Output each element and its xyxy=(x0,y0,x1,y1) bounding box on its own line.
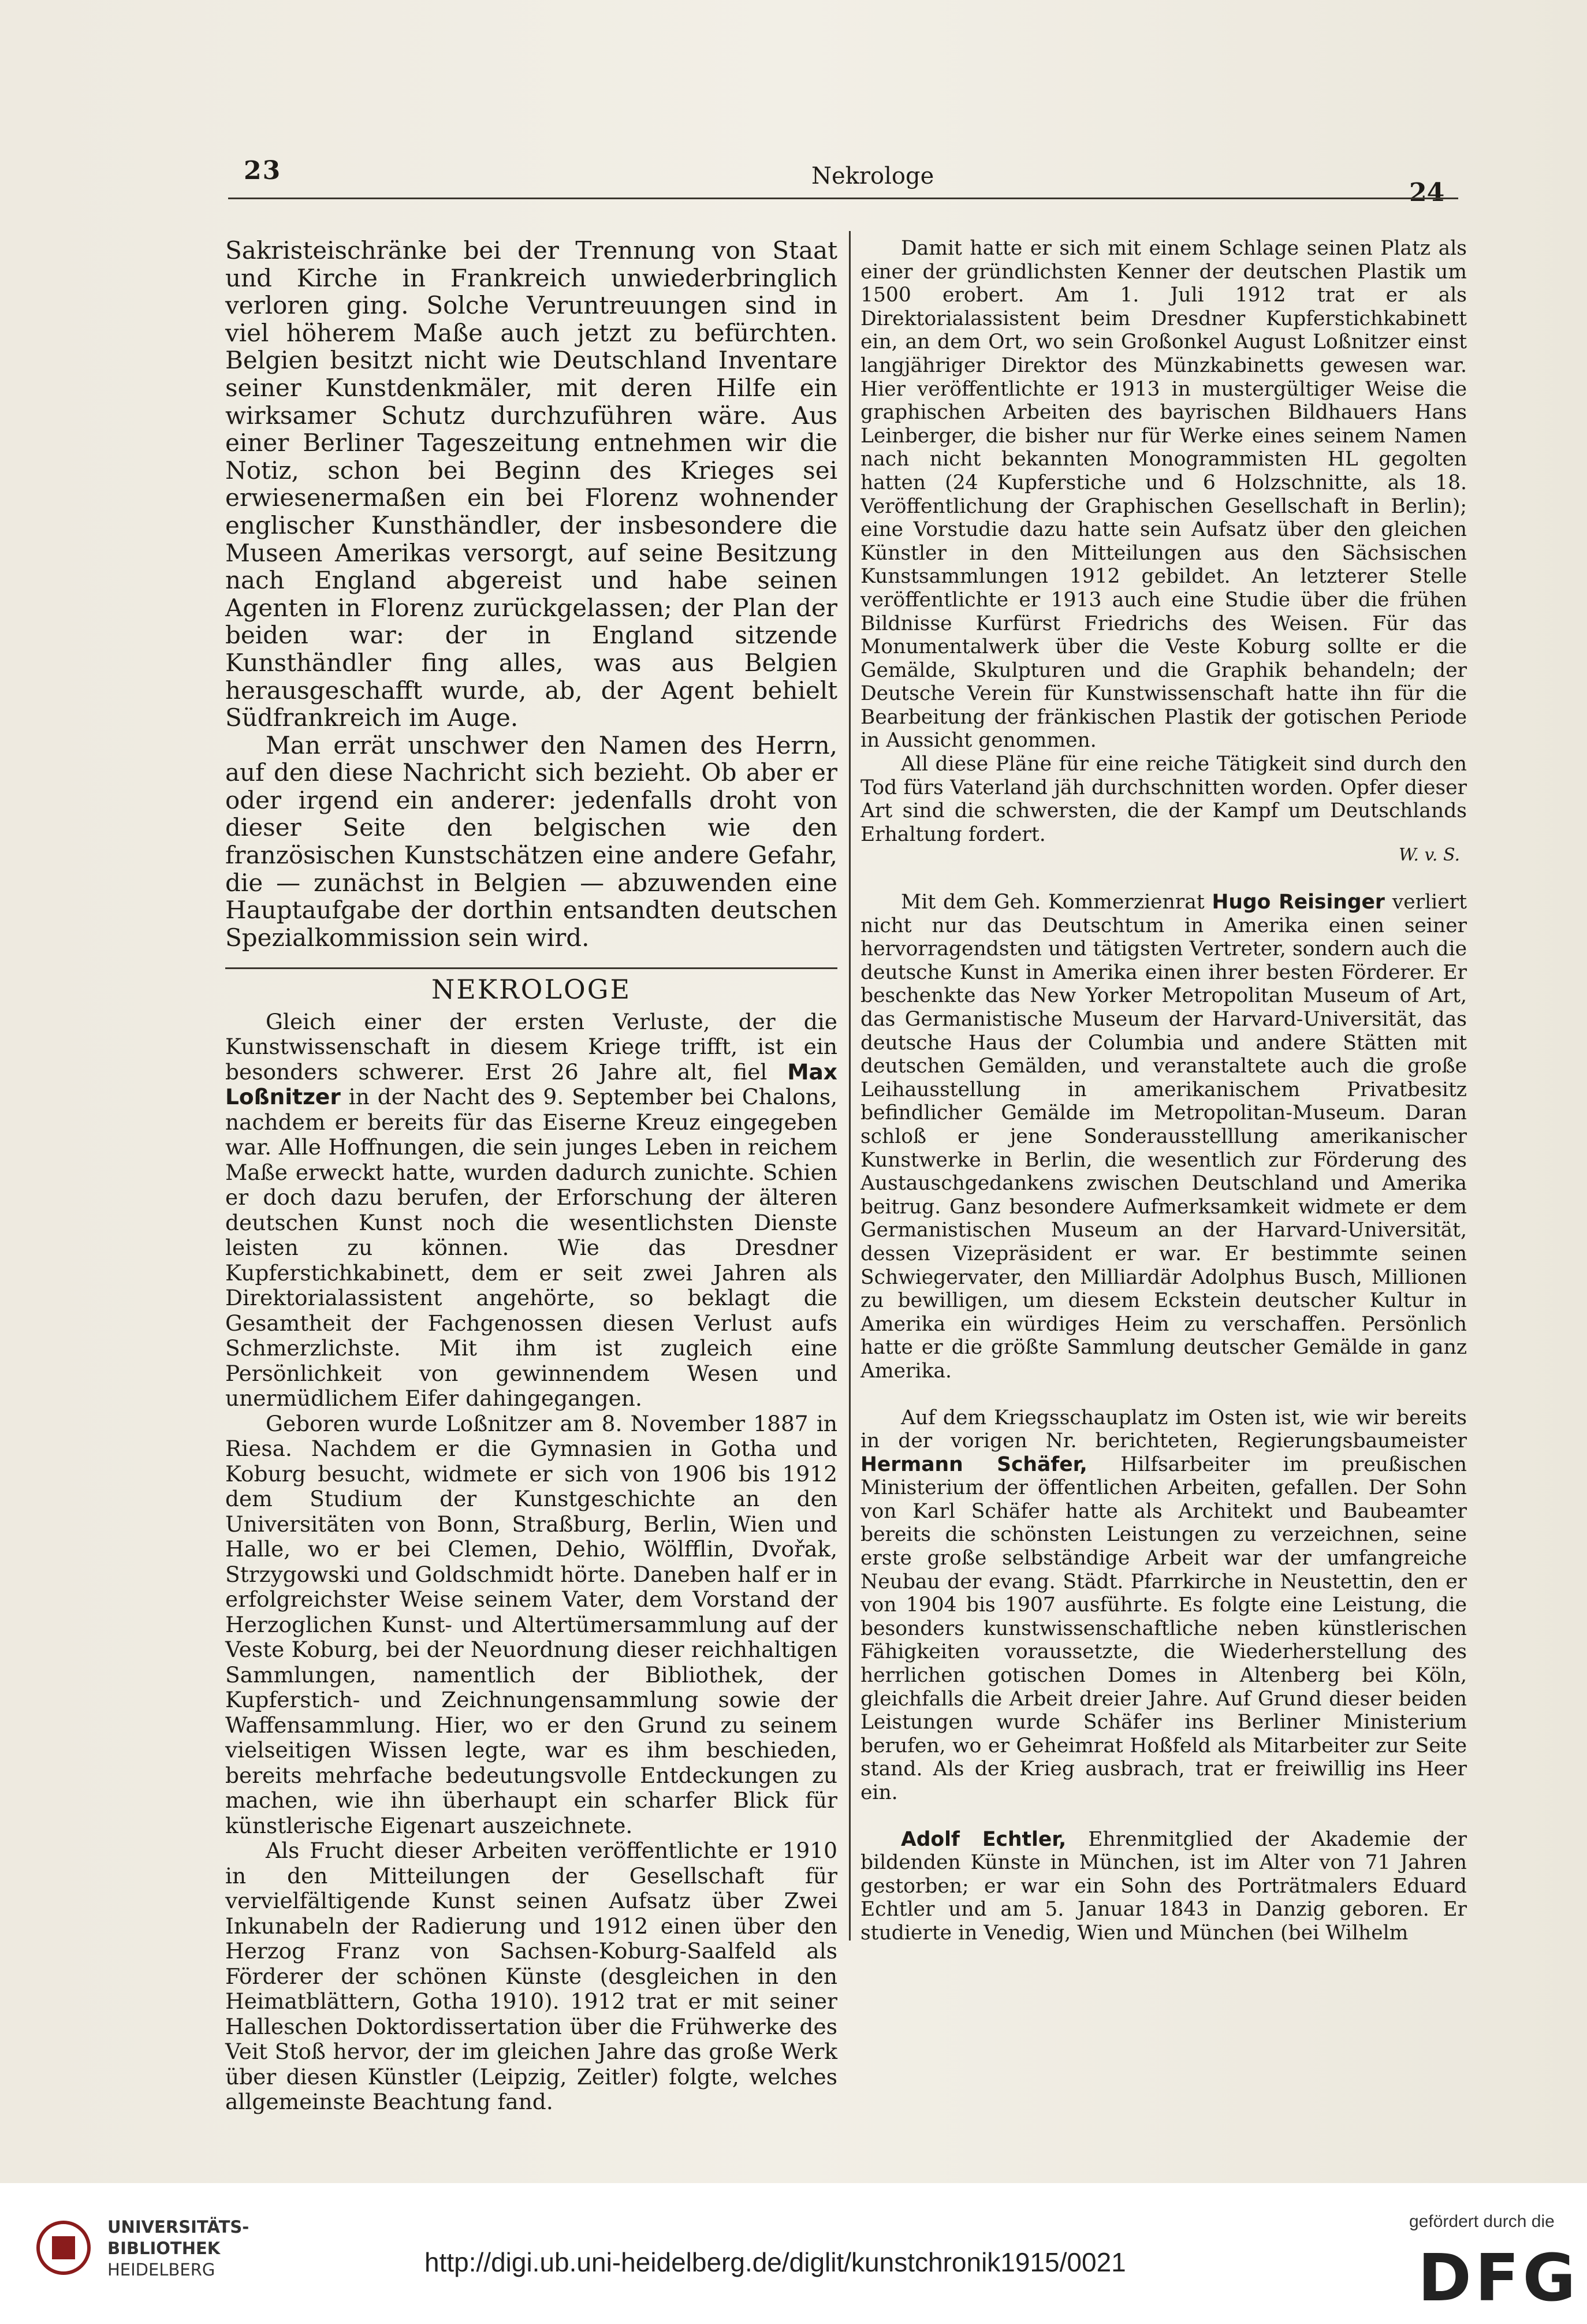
left-paragraph-3 xyxy=(225,1010,837,1411)
left-paragraph-5: Als Frucht dieser Arbeiten veröffentlichte er 1910 in den Mitteilungen der Gesellschaft für vervielfältigende Kunst seinen Aufsatz über Zwei Inkunabeln der Radierung und 1912 einen über den Herzog Franz von Sachsen-Koburg-Saalfeld als Förderer der schönen Künste (desgleichen in den Heimatblättern, Gotha 1910). 1912 trat er mit seiner Halleschen Doktordissertation über die Frühwerke des Veit Stoß hervor, der im gleichen Jahre das große Werk über diesen Künstler (Leipzig, Zeitler) folgte, welches allgemeinste Beachtung fand. xyxy=(225,1838,837,2115)
column-divider xyxy=(849,231,851,1941)
person-name: Hugo Reisinger xyxy=(1212,891,1385,914)
text-run: Ehrenmitglied der Akademie der bildenden Künste in München, ist im Alter von 71 Jahren gestorben; er war ein Sohn des Porträtmalers Eduard Echtler und am 5. Januar 1843 in Danzig geboren. Er studierte in Venedig, Wien und München (bei Wilhelm xyxy=(860,1827,1467,1945)
right-paragraph-5 xyxy=(860,1828,1467,1945)
right-paragraph-3 xyxy=(860,891,1467,1383)
text-run: Auf dem Kriegsschauplatz im Osten ist, wie wir bereits in der vorigen Nr. berichteten, Regierungsbaumeister xyxy=(860,1406,1467,1453)
spacer xyxy=(860,1383,1467,1406)
footer-bar xyxy=(0,2183,1587,2324)
right-paragraph-2: All diese Pläne für eine reiche Tätigkeit sind durch den Tod fürs Vaterland jäh durchschnitten worden. Opfer dieser Art sind die schwersten, die der Kampf um Deutschlands Erhaltung fordert. xyxy=(860,753,1467,846)
right-paragraph-1: Damit hatte er sich mit einem Schlage seinen Platz als einer der gründlichsten Kenner der deutschen Plastik um 1500 erobert. Am 1. Juli 1912 trat er als Direktorialassistent beim Dresdner Kupferstichkabinett ein, an dem Ort, wo sein Großonkel August Loßnitzer einst langjähriger Direktor des Münzkabinetts gewesen war. Hier veröffentlichte er 1913 in mustergültiger Weise die graphischen Arbeiten des bayrischen Bildhauers Hans Leinberger, die bisher nur für Werke eines seinem Namen nach nicht bekannten Monogrammisten HL gegolten hatten (24 Kupferstiche und 6 Holzschnitte, als 18. Veröffentlichung der Graphischen Gesellschaft in Berlin); eine Vorstudie dazu hatte sein Aufsatz über den gleichen Künstler in den Mitteilungen aus den Sächsischen Kunstsammlungen 1912 gebildet. An letzterer Stelle veröffentlichte er 1913 auch eine Studie über die frühen Bildnisse Kurfürst Friedrichs des Weisen. Für das Monumentalwerk über die Veste Koburg sollte er die Gemälde, Skulpturen und die Graphik behandeln; der Deutsche Verein für Kunstwissenschaft hatte ihn für die Bearbeitung der fränkischen Plastik der gotischen Periode in Aussicht genommen. xyxy=(860,237,1467,753)
page-number-right: 24 xyxy=(1409,178,1445,207)
left-paragraph-2: Man errät unschwer den Namen des Herrn, auf den diese Nachricht sich bezieht. Ob aber er oder irgend ein anderer: jedenfalls droht von dieser Seite den belgischen wie den französischen Kunstschätzen eine andere Gefahr, die — zunächst in Belgien — abzuwenden eine Hauptaufgabe der dorthin entsandten deutschen Spezialkommission sein wird. xyxy=(225,731,837,952)
text-run: Hilfsarbeiter im preußischen Ministerium der öffentlichen Arbeiten, gefallen. Der Sohn von Karl Schäfer hatte als Architekt und Baubeamter bereits die schönsten Leistungen zu verzeichnen, seine erste große selbständige Arbeit war der umfangreiche Neubau der evang. Städt. Pfarrkirche in Neustettin, den er von 1904 bis 1907 ausführte. Es folgte eine Leistung, die besonders kunstwissenschaftliche neben künstlerischen Fähigkeiten voraussetzte, die Wiederherstellung des herrlichen gotischen Domes in Altenberg bei Köln, gleichfalls die Arbeit dreier Jahre. Auf Grund dieser beiden Leistungen wurde Schäfer ins Berliner Ministerium berufen, wo er Geheimrat Hoßfeld als Mitarbeiter zur Seite stand. Als der Krieg ausbrach, trat er freiwillig ins Heer ein. xyxy=(860,1452,1467,1804)
left-paragraph-4: Geboren wurde Loßnitzer am 8. November 1887 in Riesa. Nachdem er die Gymnasien in Gotha und Koburg besucht, widmete er sich von 1906 bis 1912 dem Studium der Kunstgeschichte an den Universitäten von Bonn, Straßburg, Berlin, Wien und Halle, wo er bei Clemen, Dehio, Wölfflin, Dvořak, Strzygowski und Goldschmidt hörte. Daneben half er in erfolgreichster Weise seinem Vater, dem Vorstand der Herzoglichen Kunst- und Altertümersammlung auf der Veste Koburg, bei der Neuordnung dieser reichhaltigen Sammlungen, namentlich der Bibliothek, der Kupferstich- und Zeichnungensammlung sowie der Waffensammlung. Hier, wo er den Grund zu seinem vielseitigen Wissen legte, war es ihm beschieden, bereits mehrfache bedeutungsvolle Entdeckungen zu machen, wie ihn überhaupt ein scharfer Blick für künstlerische Eigenart auszeichnete. xyxy=(225,1410,837,1838)
spacer xyxy=(860,1805,1467,1828)
funded-by-label: gefördert durch die xyxy=(1409,2212,1555,2231)
text-run: verliert nicht nur das Deutschtum in Amerika einen seiner hervorragendsten und tätigsten Vertreter, sondern auch die deutsche Kunst in Amerika einen ihrer besten Förderer. Er beschenkte das New Yorker Metropolitan Museum of Art, das Germanistische Museum der Harvard-Universität, das deutsche Haus der Columbia und andere Stätten mit deutschen Gemälden, und veranstaltete auch die große Leihausstellung in amerikanischem Privatbesitz befindlicher Gemälde im Metropolitan-Museum. Daran schloß er jene Sonderausstelllung amerikanischer Kunstwerke in Berlin, die wesentlich zur Förderung des Austauschgedankens zwischen Deutschland und Amerika beitrug. Ganz besondere Aufmerksamkeit widmete er dem Germanistischen Museum an der Harvard-Universität, dessen Vizepräsident er war. Er bestimmte seinen Schwiegervater, den Milliardär Adolphus Busch, Millionen zu bewilligen, um diesem Eckstein deutscher Kultur in Amerika ein würdiges Heim zu verschaffen. Persönlich hatte er die größte Sammlung deutscher Gemälde in ganz Amerika. xyxy=(860,891,1467,1383)
permalink-link[interactable]: http://digi.ub.uni-heidelberg.de/diglit/kunstchronik1915/0021 xyxy=(424,2247,1126,2277)
library-name-line: BIBLIOTHEK xyxy=(107,2239,221,2258)
section-rule xyxy=(225,967,837,969)
header-rule xyxy=(228,198,1458,199)
text-run: Mit dem Geh. Kommerzienrat xyxy=(901,891,1212,914)
running-head: Nekrologe xyxy=(811,163,934,189)
person-name: Adolf Echtler, xyxy=(901,1827,1067,1851)
spacer xyxy=(860,867,1467,891)
page-number-left: 23 xyxy=(244,156,282,185)
signature: W. v. S. xyxy=(1398,845,1460,866)
text-run: in der Nacht des 9. September bei Chalons, nachdem er bereits für das Eiserne Kreuz eingegeben war. Alle Hoffnungen, die sein junges Leben in reichem Maße erweckt hatte, wurden dadurch zunichte. Schien er doch dazu berufen, der Erforschung der älteren deutschen Kunst noch die wesentlichsten Dienste leisten zu können. Wie das Dresdner Kupferstichkabinett, dem er seit zwei Jahren als Direktorialassistent angehörte, so beklagt die Gesamtheit der Fachgenossen diesen Verlust aufs Schmerzlichste. Mit ihm ist zugleich eine Persönlichkeit von gewinnendem Wesen und unermüdlichem Eifer dahingegangen. xyxy=(225,1084,837,1411)
left-paragraph-1: Sakristeischränke bei der Trennung von Staat und Kirche in Frankreich unwiederbringlich verloren ging. Solche Veruntreuungen sind in viel höherem Maße auch jetzt zu befürchten. Belgien besitzt nicht wie Deutschland Inventare seiner Kunstdenkmäler, mit deren Hilfe ein wirksamer Schutz durchzuführen wäre. Aus einer Berliner Tageszeitung entnehmen wir die Notiz, schon bei Beginn des Krieges sei erwiesenermaßen ein bei Florenz wohnender englischer Kunsthändler, der insbesondere die Museen Amerikas versorgt, auf seine Besitzung nach England abgereist und habe seinen Agenten in Florenz zurückgelassen; der Plan der beiden war: der in England sitzende Kunsthändler fing alles, was aus Belgien herausgeschafft wurde, ab, der Agent behielt Südfrankreich im Auge. xyxy=(225,236,837,732)
university-library-logo-icon xyxy=(35,2219,92,2277)
person-name: Max Loßnitzer xyxy=(225,1059,837,1110)
text-run: Gleich einer der ersten Verluste, der die Kunstwissenschaft in diesem Kriege trifft, ist ein besonders schwerer. Erst 26 Jahre alt, fiel xyxy=(225,1008,837,1085)
library-name-line: HEIDELBERG xyxy=(107,2260,215,2280)
left-column xyxy=(225,237,837,2115)
library-name-line: UNIVERSITÄTS- xyxy=(107,2217,249,2237)
right-paragraph-4 xyxy=(860,1406,1467,1805)
dfg-logo: DFG xyxy=(1418,2241,1579,2316)
section-title: NEKROLOGE xyxy=(431,974,632,1005)
library-name xyxy=(107,2217,249,2281)
right-column xyxy=(860,237,1467,1945)
person-name: Hermann Schäfer, xyxy=(860,1452,1087,1476)
